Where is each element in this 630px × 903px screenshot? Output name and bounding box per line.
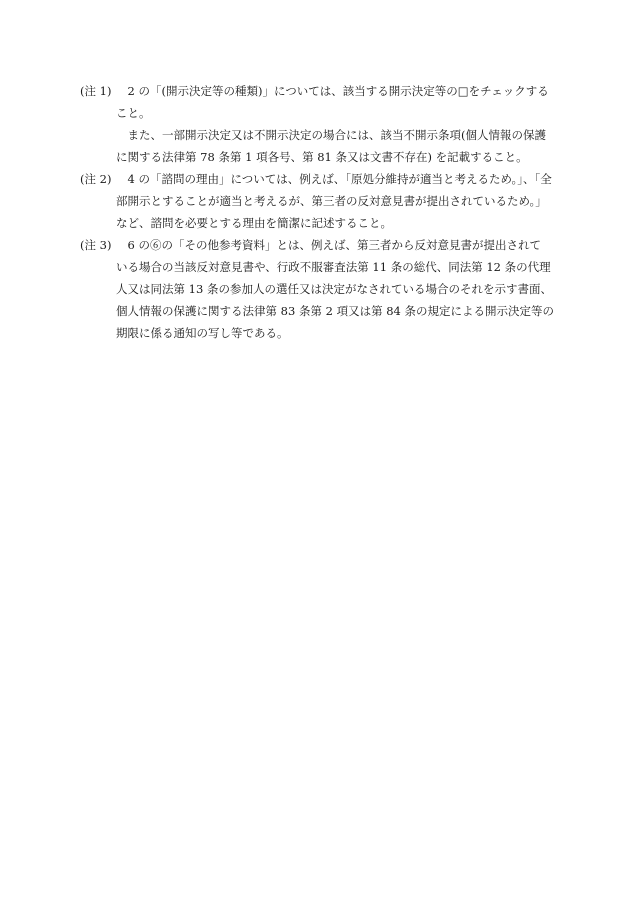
note-1-line-4: に関する法律第 78 条第 1 項各号、第 81 条又は文書不存在) を記載すること。: [116, 150, 528, 164]
note-2-label: (注 2): [80, 172, 112, 186]
note-1-line-3: また、一部開示決定又は不開示決定の場合には、該当不開示条項(個人情報の保護: [116, 128, 546, 142]
note-3-line-5: 期限に係る通知の写し等である。: [116, 326, 289, 340]
note-3-line-4: 個人情報の保護に関する法律第 83 条第 2 項又は第 84 条の規定による開示決定等の: [116, 304, 555, 318]
note-2: [0, 168, 556, 234]
note-1-line-2: こと。: [116, 106, 151, 120]
note-3-line-1: 6 の⑥の「その他参考資料」とは、例えば、第三者から反対意見書が提出されて: [116, 238, 541, 252]
note-2-line-3: など、諮問を必要とする理由を簡潔に記述すること。: [116, 216, 392, 230]
note-1-label: (注 1): [80, 84, 112, 98]
note-3-line-3: 人又は同法第 13 条の参加人の選任又は決定がなされている場合のそれを示す書面、: [116, 282, 552, 296]
note-1-line-1: 2 の「(開示決定等の種類)」については、該当する開示決定等の□をチェックする: [116, 84, 549, 98]
note-2-line-1: 4 の「諮問の理由」については、例えば、「原処分維持が適当と考えるため。」、「全: [116, 172, 552, 186]
note-3-label: (注 3): [80, 238, 112, 252]
note-2-line-2: 部開示とすることが適当と考えるが、第三者の反対意見書が提出されているため。」: [116, 194, 547, 208]
note-1: [0, 80, 556, 168]
note-3: [0, 234, 556, 344]
note-3-line-2: いる場合の当該反対意見書や、行政不服審査法第 11 条の総代、同法第 12 条の代理: [116, 260, 551, 274]
